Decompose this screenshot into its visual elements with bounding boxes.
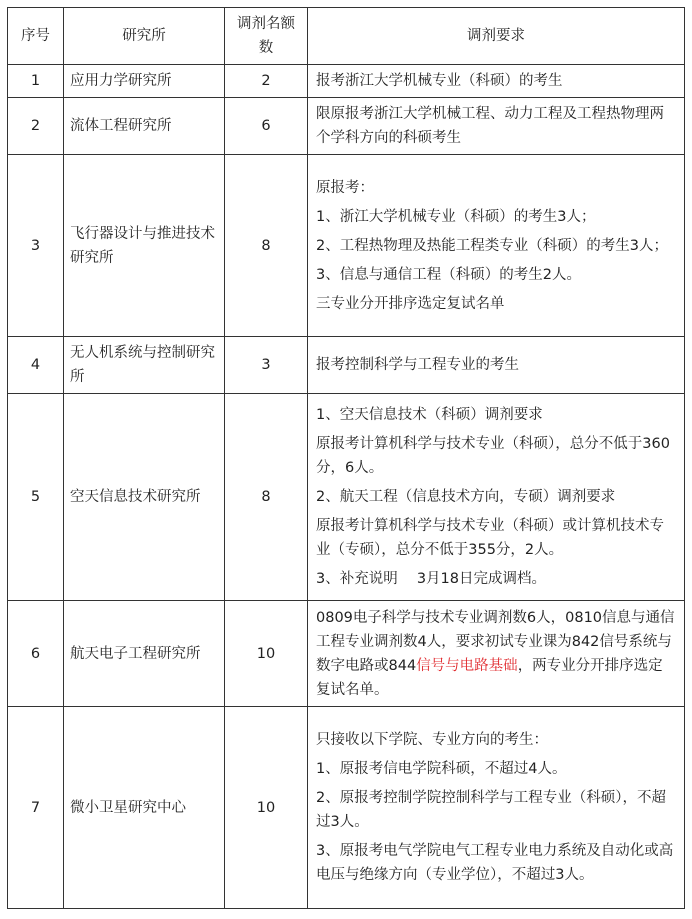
highlighted-course: 信号与电路基础 (416, 657, 518, 674)
requirement-line: 3、原报考电气学院电气工程专业电力系统及自动化或高电压与绝缘方向（专业学位），不超过3人。 (316, 843, 674, 883)
row-institute: 微小卫星研究中心 (64, 707, 225, 909)
requirement-line: 报考控制科学与工程专业的考生 (316, 357, 519, 373)
adjustment-table (7, 7, 685, 909)
table-row (8, 337, 685, 394)
requirement-line: 2、航天工程（信息技术方向，专硕）调剂要求 (316, 489, 616, 505)
row-index: 4 (8, 337, 64, 394)
row-quota: 10 (225, 601, 308, 707)
row-requirements (308, 337, 685, 394)
requirement-line: 报考浙江大学机械专业（科硕）的考生 (316, 73, 563, 89)
requirement-line: 原报考计算机科学与技术专业（科硕），总分不低于360分，6人。 (316, 436, 670, 476)
table-row (8, 98, 685, 155)
row-institute: 流体工程研究所 (64, 98, 225, 155)
table-row (8, 707, 685, 909)
row-index: 3 (8, 155, 64, 337)
requirement-line: 只接收以下学院、专业方向的考生： (316, 732, 548, 748)
requirement-paragraph (316, 606, 676, 702)
row-quota: 8 (225, 394, 308, 601)
requirement-line: 三专业分开排序选定复试名单 (316, 295, 505, 312)
requirement-text: 0809电子科学与技术专业调剂数6人，0810信息与通信工程专业调剂数4人，要求初试专业课为842信号系统与数字电路或844 (316, 609, 675, 674)
row-quota: 6 (225, 98, 308, 155)
row-institute: 无人机系统与控制研究所 (64, 337, 225, 394)
row-requirements (308, 155, 685, 337)
requirement-line: 1、浙江大学机械专业（科硕）的考生3人； (316, 208, 596, 225)
row-index: 6 (8, 601, 64, 707)
header-index: 序号 (8, 8, 64, 65)
header-institute: 研究所 (64, 8, 225, 65)
header-quota: 调剂名额数 (225, 8, 308, 65)
row-institute: 空天信息技术研究所 (64, 394, 225, 601)
requirement-line: 3、补充说明 3月18日完成调档。 (316, 571, 547, 587)
row-requirements (308, 394, 685, 601)
requirement-line: 1、原报考信电学院科硕，不超过4人。 (316, 761, 567, 777)
row-institute: 航天电子工程研究所 (64, 601, 225, 707)
row-requirements (308, 601, 685, 707)
row-quota: 2 (225, 65, 308, 98)
row-quota: 8 (225, 155, 308, 337)
header-requirements: 调剂要求 (308, 8, 685, 65)
table-row (8, 155, 685, 337)
row-index: 7 (8, 707, 64, 909)
requirement-line: 3、信息与通信工程（科硕）的考生2人。 (316, 266, 581, 283)
requirement-line: 原报考计算机科学与技术专业（科硕）或计算机技术专业（专硕），总分不低于355分，2人。 (316, 518, 664, 558)
requirement-line: 1、空天信息技术（科硕）调剂要求 (316, 407, 543, 423)
table-row (8, 394, 685, 601)
row-institute: 应用力学研究所 (64, 65, 225, 98)
row-institute: 飞行器设计与推进技术研究所 (64, 155, 225, 337)
table-header-row (8, 8, 685, 65)
table-row (8, 65, 685, 98)
row-requirements (308, 707, 685, 909)
requirement-line: 原报考： (316, 179, 374, 196)
requirement-line: 2、原报考控制学院控制科学与工程专业（科硕），不超过3人。 (316, 790, 666, 830)
requirement-line: 限原报考浙江大学机械工程、动力工程及工程热物理两个学科方向的科硕考生 (316, 106, 664, 146)
requirement-text: ，两专业分开排序选定复试名单。 (316, 657, 663, 698)
row-quota: 10 (225, 707, 308, 909)
requirement-line: 2、工程热物理及热能工程类专业（科硕）的考生3人； (316, 237, 668, 254)
row-index: 5 (8, 394, 64, 601)
row-requirements (308, 98, 685, 155)
row-index: 1 (8, 65, 64, 98)
row-quota: 3 (225, 337, 308, 394)
row-index: 2 (8, 98, 64, 155)
row-requirements (308, 65, 685, 98)
table-row (8, 601, 685, 707)
